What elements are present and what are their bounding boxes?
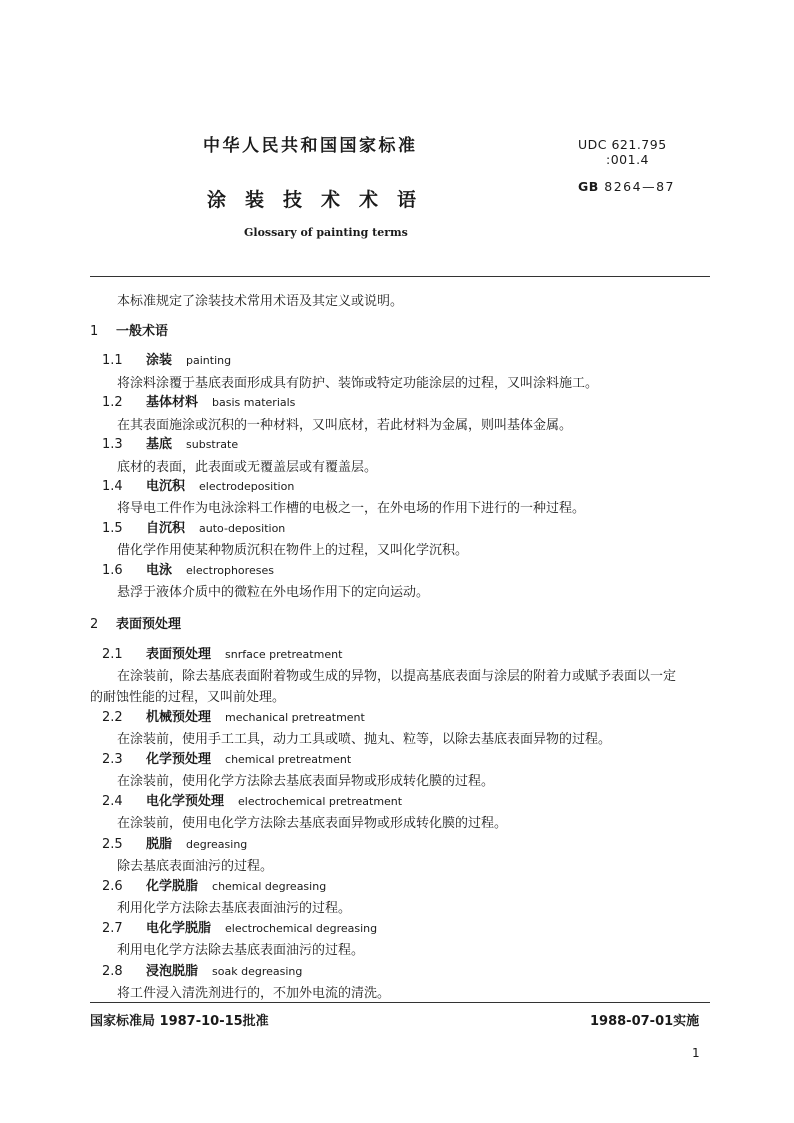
- term-heading: 1.2 基体材料 basis materials: [102, 395, 296, 410]
- term-definition: 悬浮于液体介质中的微粒在外电场作用下的定向运动。: [117, 585, 430, 600]
- term-definition: 利用电化学方法除去基底表面油污的过程。: [117, 943, 365, 958]
- term-heading: 2.1 表面预处理 snrface pretreatment: [102, 647, 343, 662]
- term-heading: 2.3 化学预处理 chemical pretreatment: [102, 752, 352, 767]
- term-definition: 在涂装前，使用化学方法除去基底表面异物或形成转化膜的过程。: [117, 774, 495, 789]
- term-heading: 1.4 电沉积 electrodeposition: [102, 479, 295, 494]
- term-heading: 1.6 电泳 electrophoreses: [102, 563, 274, 578]
- term-heading: 1.1 涂装 painting: [102, 353, 232, 368]
- approval-date: 国家标准局 1987-10-15批准: [90, 1014, 269, 1029]
- gb-standard-number: GB 8264—87: [578, 179, 675, 194]
- term-definition: 在涂装前，除去基底表面附着物或生成的异物，以提高基底表面与涂层的附着力或赋予表面以一定: [117, 669, 677, 684]
- term-definition-continued: 的耐蚀性能的过程，又叫前处理。: [90, 690, 286, 705]
- header-rule: [90, 276, 710, 277]
- intro-text: 本标准规定了涂装技术常用术语及其定义或说明。: [117, 294, 404, 309]
- section-heading: 1 一般术语: [90, 324, 169, 339]
- term-heading: 2.8 浸泡脱脂 soak degreasing: [102, 964, 303, 979]
- term-definition: 借化学作用使某种物质沉积在物件上的过程，又叫化学沉积。: [117, 543, 469, 558]
- term-definition: 将涂料涂覆于基底表面形成具有防护、装饰或特定功能涂层的过程，又叫涂料施工。: [117, 376, 599, 391]
- udc-code: UDC 621.795: [578, 137, 667, 152]
- term-definition: 除去基底表面油污的过程。: [117, 859, 274, 874]
- term-definition: 将导电工件作为电泳涂料工作槽的电极之一，在外电场的作用下进行的一种过程。: [117, 501, 586, 516]
- term-definition: 利用化学方法除去基底表面油污的过程。: [117, 901, 352, 916]
- footer-rule: [90, 1002, 710, 1003]
- term-heading: 1.5 自沉积 auto-deposition: [102, 521, 286, 536]
- term-heading: 2.2 机械预处理 mechanical pretreatment: [102, 710, 365, 725]
- document-title: 涂装技术术语: [207, 189, 436, 211]
- term-heading: 2.4 电化学预处理 electrochemical pretreatment: [102, 794, 403, 809]
- udc-code-suffix: :001.4: [606, 152, 649, 167]
- term-heading: 1.3 基底 substrate: [102, 437, 239, 452]
- document-subtitle-en: Glossary of painting terms: [244, 226, 408, 239]
- issuing-organization: 中华人民共和国国家标准: [203, 136, 418, 156]
- term-definition: 在涂装前，使用手工工具，动力工具或喷、抛丸、粒等，以除去基底表面异物的过程。: [117, 732, 612, 747]
- page-number: 1: [692, 1046, 700, 1060]
- term-heading: 2.6 化学脱脂 chemical degreasing: [102, 879, 327, 894]
- effective-date: 1988-07-01实施: [590, 1014, 700, 1029]
- term-definition: 将工件浸入清洗剂进行的，不加外电流的清洗。: [117, 986, 391, 1001]
- section-heading: 2 表面预处理: [90, 617, 182, 632]
- term-definition: 底材的表面，此表面或无覆盖层或有覆盖层。: [117, 460, 378, 475]
- term-heading: 2.5 脱脂 degreasing: [102, 837, 248, 852]
- term-heading: 2.7 电化学脱脂 electrochemical degreasing: [102, 921, 378, 936]
- term-definition: 在其表面施涂或沉积的一种材料，又叫底材，若此材料为金属，则叫基体金属。: [117, 418, 573, 433]
- term-definition: 在涂装前，使用电化学方法除去基底表面异物或形成转化膜的过程。: [117, 816, 508, 831]
